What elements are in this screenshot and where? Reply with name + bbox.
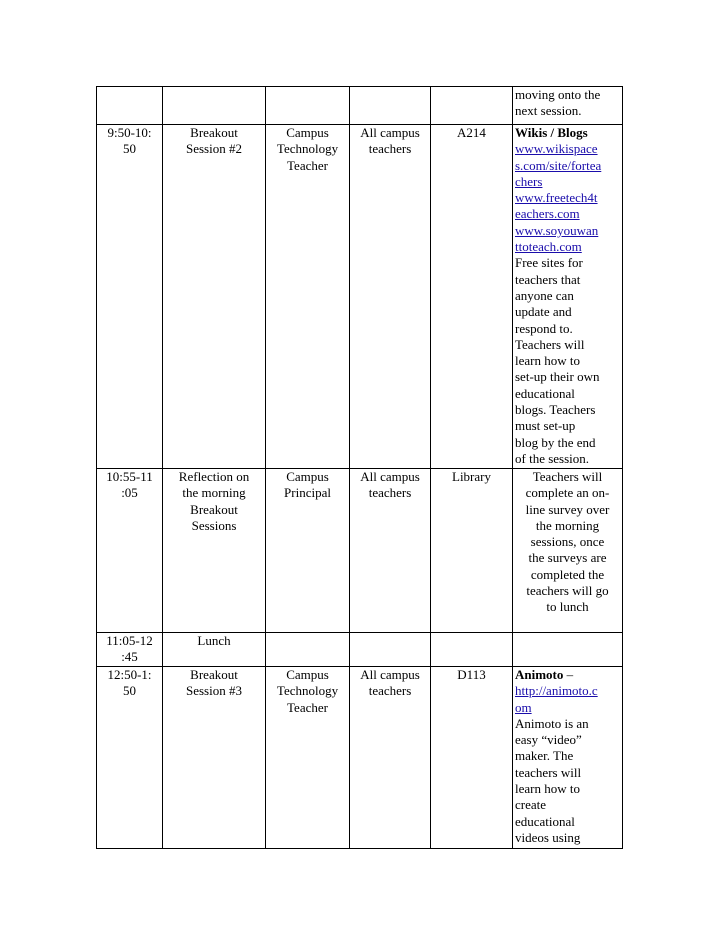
details-line: set-up their own [515,369,600,385]
link-animoto[interactable] [515,683,620,716]
details-line: next session. [515,103,582,119]
time-line: 12:50-1: [107,667,152,682]
time-cell [97,87,163,125]
details-line: completed the [530,566,605,582]
details-line: teachers will [515,764,582,780]
session-line: Session #2 [186,141,242,157]
table-row [97,633,623,667]
audience-cell [350,125,431,469]
session-line: Sessions [191,517,237,533]
session-line: Breakout [190,125,238,140]
details-line: blog by the end [515,434,596,450]
presenter-line: Technology [276,683,339,699]
link-line: www.freetech4t [515,190,598,206]
presenter-line: Principal [284,485,331,501]
details-title: Wikis / Blogs [515,125,588,140]
details-line: educational [515,385,575,401]
room-cell [431,125,513,469]
presenter-line: Campus [286,125,329,140]
link-line: s.com/site/fortea [515,157,602,173]
room-cell [431,633,513,667]
time-cell [97,633,163,667]
details-line: to lunch [546,599,589,615]
details-cell [513,469,623,633]
room-label: Library [452,469,491,484]
room-cell [431,87,513,125]
session-cell [163,87,266,125]
details-cell [513,125,623,469]
room-cell [431,469,513,633]
link-line: http://animoto.c [515,683,598,699]
presenter-cell [266,125,350,469]
presenter-cell [266,469,350,633]
details-line: the surveys are [528,550,607,566]
details-line: moving onto the [515,87,601,102]
details-line: blogs. Teachers [515,402,596,418]
details-line: learn how to [515,353,580,369]
presenter-line: Teacher [287,157,328,173]
details-title-suffix: – [563,667,574,682]
details-line: teachers that [515,271,581,287]
presenter-cell [266,87,350,125]
time-line: 9:50-10: [107,125,152,140]
session-line: Reflection on [178,469,250,484]
presenter-line: Technology [276,141,339,157]
link-line: eachers.com [515,206,580,222]
link-line: chers [515,173,543,189]
link-line: www.wikispace [515,141,598,157]
details-line: must set-up [515,418,576,434]
details-line: Teachers will [532,469,603,484]
details-line: educational [515,813,575,829]
link-line: om [515,699,532,715]
session-cell [163,667,266,849]
time-line: 50 [123,683,136,699]
table-row [97,125,623,469]
session-line: Lunch [197,633,231,648]
presenter-line: Teacher [287,699,328,715]
presenter-line: Campus [286,667,329,682]
time-cell [97,469,163,633]
time-line: :45 [121,649,138,665]
link-freetech4teachers[interactable] [515,190,620,223]
audience-cell [350,87,431,125]
details-cell [513,87,623,125]
details-title: Animoto [515,667,564,682]
table-row [97,667,623,849]
audience-cell [350,667,431,849]
details-line: complete an on- [525,485,610,501]
room-cell [431,667,513,849]
details-cell [513,633,623,667]
details-line: respond to. [515,320,573,336]
details-line: the morning [535,517,600,533]
session-cell [163,469,266,633]
presenter-line: Campus [286,469,329,484]
time-line: 10:55-11 [106,469,153,484]
session-cell [163,125,266,469]
details-line: maker. The [515,748,574,764]
link-wikispaces[interactable] [515,141,620,190]
details-cell [513,667,623,849]
details-line: update and [515,304,572,320]
time-line: 50 [123,141,136,157]
audience-line: teachers [368,141,412,157]
details-line: line survey over [525,501,610,517]
link-soyouwanttoteach[interactable] [515,223,620,256]
details-line: Animoto is an [515,715,589,731]
audience-line: teachers [368,485,412,501]
schedule-table [96,86,623,849]
details-line: of the session. [515,450,590,466]
audience-line: teachers [368,683,412,699]
details-line: learn how to [515,781,580,797]
link-line: ttoteach.com [515,239,582,255]
details-line: sessions, once [530,534,605,550]
room-label: D113 [457,667,486,682]
table-row [97,87,623,125]
details-line: create [515,797,547,813]
session-line: Breakout [190,667,238,682]
details-line: easy “video” [515,732,582,748]
audience-line: All campus [360,469,420,484]
presenter-cell [266,633,350,667]
presenter-cell [266,667,350,849]
room-label: A214 [457,125,486,140]
time-cell [97,125,163,469]
details-line: videos using [515,829,581,845]
details-line: teachers will go [526,583,609,599]
session-cell [163,633,266,667]
session-line: Breakout [190,501,238,517]
time-line: :05 [121,485,138,501]
session-line: Session #3 [186,683,242,699]
session-line: the morning [182,485,246,501]
audience-cell [350,469,431,633]
details-line: Free sites for [515,255,583,271]
details-line: anyone can [515,287,574,303]
details-title-line [515,667,620,683]
link-line: www.soyouwan [515,222,599,238]
table-row [97,469,623,633]
time-line: 11:05-12 [106,633,153,648]
audience-line: All campus [360,667,420,682]
audience-cell [350,633,431,667]
details-line: Teachers will [515,336,585,352]
time-cell [97,667,163,849]
audience-line: All campus [360,125,420,140]
